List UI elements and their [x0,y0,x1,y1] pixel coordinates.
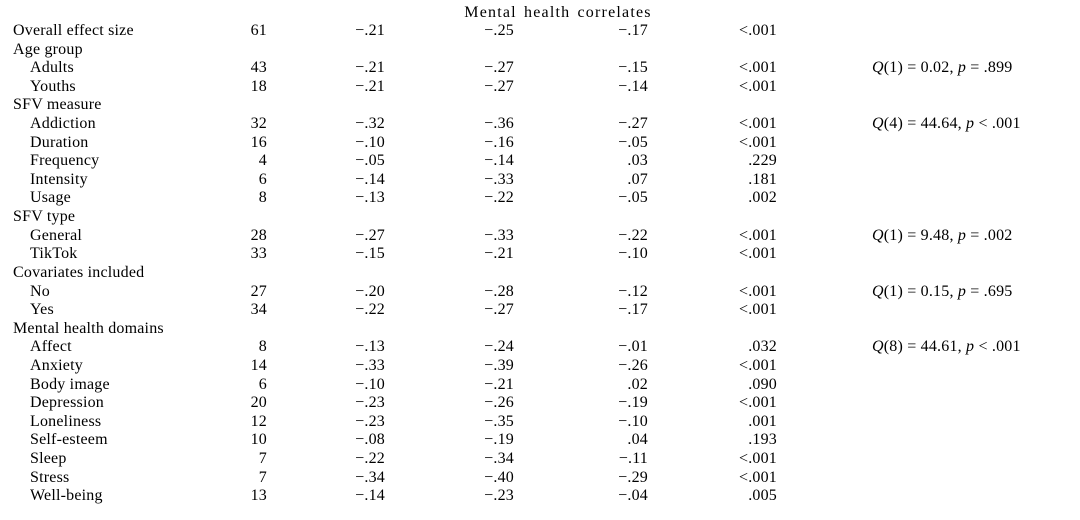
effect-size-value [267,208,385,227]
table-row [0,283,1080,302]
p-value: <.001 [738,245,777,263]
table-row [0,338,1080,357]
ci-lower-value: −.33 [484,170,514,188]
ci-lower-value: −.14 [484,152,514,170]
table-row [0,96,1080,115]
ci-lower-value: −.27 [484,59,514,77]
k-value: 13 [250,487,267,505]
table-row [0,413,1080,432]
ci-lower-value [385,96,514,115]
q-statistic [777,320,1080,339]
q-statistic [777,171,1080,190]
ci-upper-value: −.22 [618,226,648,244]
row-label: Addiction [30,115,96,133]
q-statistic [777,264,1080,283]
q-p-text: < .001 [974,338,1021,356]
k-value: 20 [250,394,267,412]
effect-size-value: −.05 [355,152,385,170]
effect-size-value: −.23 [355,394,385,412]
q-statistic [777,41,1080,60]
q-statistic [777,152,1080,171]
q-statistic [777,245,1080,264]
k-value: 28 [250,226,267,244]
table-row [0,41,1080,60]
ci-upper-value: .07 [627,170,648,188]
ci-upper-value: −.10 [618,412,648,430]
ci-upper-value: −.12 [618,282,648,300]
ci-lower-value: −.24 [484,338,514,356]
q-statistic [777,376,1080,395]
k-value: 18 [250,77,267,95]
ci-lower-value: −.21 [484,245,514,263]
q-statistic [777,59,1080,78]
q-symbol: Q [872,226,884,244]
ci-lower-value: −.25 [484,22,514,39]
effect-size-value: −.33 [355,356,385,374]
effect-size-value [267,320,385,339]
ci-upper-value [514,208,648,227]
k-value [190,208,267,227]
ci-lower-value: −.36 [484,115,514,133]
p-value: <.001 [738,356,777,374]
ci-lower-value: −.34 [484,450,514,468]
ci-upper-value: −.05 [618,133,648,151]
effect-size-value: −.23 [355,412,385,430]
row-label: Usage [30,189,71,207]
ci-upper-value [514,264,648,283]
q-statistic [777,357,1080,376]
q-statistic [777,431,1080,450]
p-value: <.001 [738,115,777,133]
row-label: TikTok [30,245,78,263]
p-value: <.001 [738,468,777,486]
p-value: <.001 [738,301,777,319]
ci-upper-value: −.05 [618,189,648,207]
q-p-text: = .695 [966,282,1013,300]
row-label: Yes [30,301,54,319]
k-value: 32 [250,115,267,133]
effect-size-value: −.34 [355,468,385,486]
table-row [0,115,1080,134]
ci-upper-value: −.11 [618,450,648,468]
ci-lower-value: −.33 [484,226,514,244]
table-row [0,394,1080,413]
row-label: Mental health domains [13,319,164,337]
p-value: <.001 [738,59,777,77]
table-row [0,487,1080,506]
table-row [0,320,1080,339]
effect-size-value: −.08 [355,431,385,449]
table-row [0,134,1080,153]
k-value [190,41,267,60]
effect-size-value: −.20 [355,282,385,300]
k-value: 6 [258,375,267,393]
ci-upper-value: −.17 [618,301,648,319]
p-value: .193 [748,431,777,449]
p-value: <.001 [738,226,777,244]
effect-size-value: −.21 [355,22,385,39]
k-value: 10 [250,431,267,449]
q-stat-text: (8) = 44.61, [883,338,967,356]
row-label: Depression [30,394,104,412]
p-value [648,208,777,227]
k-value: 34 [250,301,267,319]
table-row [0,189,1080,208]
p-value: .090 [748,375,777,393]
q-symbol: Q [872,115,884,133]
table-row [0,469,1080,488]
table-row [0,264,1080,283]
effect-size-value: −.22 [355,301,385,319]
ci-lower-value: −.26 [484,394,514,412]
row-label: Body image [30,375,110,393]
p-symbol: p [957,282,967,300]
p-value [648,320,777,339]
table-row [0,22,1080,41]
table-row [0,208,1080,227]
table-row [0,227,1080,246]
ci-lower-value: −.39 [484,356,514,374]
effect-size-value [267,96,385,115]
k-value [190,264,267,283]
ci-upper-value: −.29 [618,468,648,486]
p-value: <.001 [738,77,777,95]
row-label: Self-esteem [30,431,108,449]
p-value: .001 [748,412,777,430]
ci-lower-value [385,41,514,60]
k-value: 61 [250,22,267,39]
k-value: 7 [258,468,267,486]
k-value: 7 [258,450,267,468]
effect-size-value: −.32 [355,115,385,133]
ci-upper-value: −.19 [618,394,648,412]
k-value: 33 [250,245,267,263]
k-value: 14 [250,356,267,374]
p-symbol: p [957,226,967,244]
ci-lower-value: −.21 [484,375,514,393]
ci-lower-value: −.27 [484,77,514,95]
ci-lower-value [385,264,514,283]
p-symbol: p [966,338,975,356]
table-row [0,152,1080,171]
effect-size-value: −.14 [355,170,385,188]
q-symbol: Q [872,338,884,356]
effect-size-value: −.21 [355,59,385,77]
effect-size-value: −.13 [355,189,385,207]
row-label: No [30,282,50,300]
q-statistic [777,22,1080,41]
q-statistic [777,338,1080,357]
q-statistic [777,283,1080,302]
q-stat-text: (4) = 44.64, [883,115,967,133]
row-label: Frequency [30,152,100,170]
q-statistic [777,115,1080,134]
p-symbol: p [957,59,967,77]
effect-size-value: −.10 [355,375,385,393]
ci-lower-value: −.28 [484,282,514,300]
k-value: 43 [250,59,267,77]
p-value: .002 [748,189,777,207]
k-value: 16 [250,133,267,151]
q-statistic [777,413,1080,432]
ci-upper-value: −.15 [618,59,648,77]
ci-upper-value: −.01 [618,338,648,356]
table-row [0,171,1080,190]
q-statistic [777,189,1080,208]
ci-lower-value: −.19 [484,431,514,449]
k-value: 8 [258,189,267,207]
q-p-text: = .899 [966,59,1013,77]
ci-upper-value: −.17 [618,22,648,39]
effect-size-value [267,41,385,60]
p-value: <.001 [738,450,777,468]
row-label: Age group [13,40,83,58]
effect-size-value: −.21 [355,77,385,95]
row-label: Intensity [30,170,88,188]
row-label: Stress [30,468,70,486]
effect-size-value: −.27 [355,226,385,244]
p-value: .005 [748,487,777,505]
row-label: Well-being [30,487,103,505]
table-row [0,78,1080,97]
ci-lower-value: −.22 [484,189,514,207]
ci-lower-value: −.35 [484,412,514,430]
p-value: .032 [748,338,777,356]
row-label: Covariates included [13,263,145,281]
q-symbol: Q [872,59,884,77]
table-row [0,301,1080,320]
ci-upper-value [514,96,648,115]
table-row [0,431,1080,450]
q-stat-text: (1) = 9.48, [883,226,958,244]
k-value: 8 [258,338,267,356]
p-value: <.001 [738,282,777,300]
p-symbol: p [966,115,975,133]
q-symbol: Q [872,282,884,300]
q-stat-text: (1) = 0.02, [883,59,958,77]
ci-upper-value: −.27 [618,115,648,133]
p-value [648,41,777,60]
p-value: .229 [748,152,777,170]
effect-size-value: −.22 [355,450,385,468]
row-label: Loneliness [30,412,102,430]
table-body [0,22,1080,506]
q-p-text: = .002 [966,226,1013,244]
row-label: Sleep [30,450,67,468]
ci-lower-value [385,320,514,339]
ci-upper-value: −.14 [618,77,648,95]
ci-upper-value: .04 [627,431,648,449]
q-statistic [777,394,1080,413]
ci-upper-value: .02 [627,375,648,393]
q-statistic [777,469,1080,488]
row-label: Overall effect size [13,22,134,39]
spanner-heading: Mental health correlates [464,4,652,21]
effect-size-value: −.10 [355,133,385,151]
ci-lower-value: −.23 [484,487,514,505]
table-row [0,59,1080,78]
q-statistic [777,301,1080,320]
k-value [190,96,267,115]
q-statistic [777,487,1080,506]
ci-upper-value: −.10 [618,245,648,263]
row-label: Affect [30,338,72,356]
row-label: Adults [30,59,74,77]
p-value: <.001 [738,22,777,39]
ci-upper-value: .03 [627,152,648,170]
row-label: SFV type [13,208,76,226]
ci-upper-value: −.04 [618,487,648,505]
effect-size-value: −.15 [355,245,385,263]
effect-size-value: −.14 [355,487,385,505]
ci-upper-value: −.26 [618,356,648,374]
q-statistic [777,134,1080,153]
row-label: General [30,226,83,244]
table-row [0,357,1080,376]
ci-upper-value [514,320,648,339]
p-value: .181 [748,170,777,188]
p-value: <.001 [738,133,777,151]
ci-lower-value: −.40 [484,468,514,486]
ci-lower-value [385,208,514,227]
table-row [0,450,1080,469]
row-label: Anxiety [30,356,83,374]
row-label: SFV measure [13,96,102,114]
table-row [0,245,1080,264]
k-value: 12 [250,412,267,430]
ci-lower-value: −.27 [484,301,514,319]
effect-size-value: −.13 [355,338,385,356]
p-value: <.001 [738,394,777,412]
effect-size-value [267,264,385,283]
q-statistic [777,78,1080,97]
q-statistic [777,96,1080,115]
table-header-row [0,3,1080,22]
row-label: Youths [30,77,76,95]
k-value: 27 [250,282,267,300]
p-value [648,96,777,115]
row-label: Duration [30,133,89,151]
ci-upper-value [514,41,648,60]
p-value [648,264,777,283]
ci-lower-value: −.16 [484,133,514,151]
q-p-text: < .001 [974,115,1021,133]
k-value [190,320,267,339]
k-value: 6 [258,170,267,188]
q-statistic [777,208,1080,227]
q-stat-text: (1) = 0.15, [883,282,958,300]
q-statistic [777,450,1080,469]
k-value: 4 [258,152,267,170]
q-statistic [777,227,1080,246]
table-row [0,376,1080,395]
